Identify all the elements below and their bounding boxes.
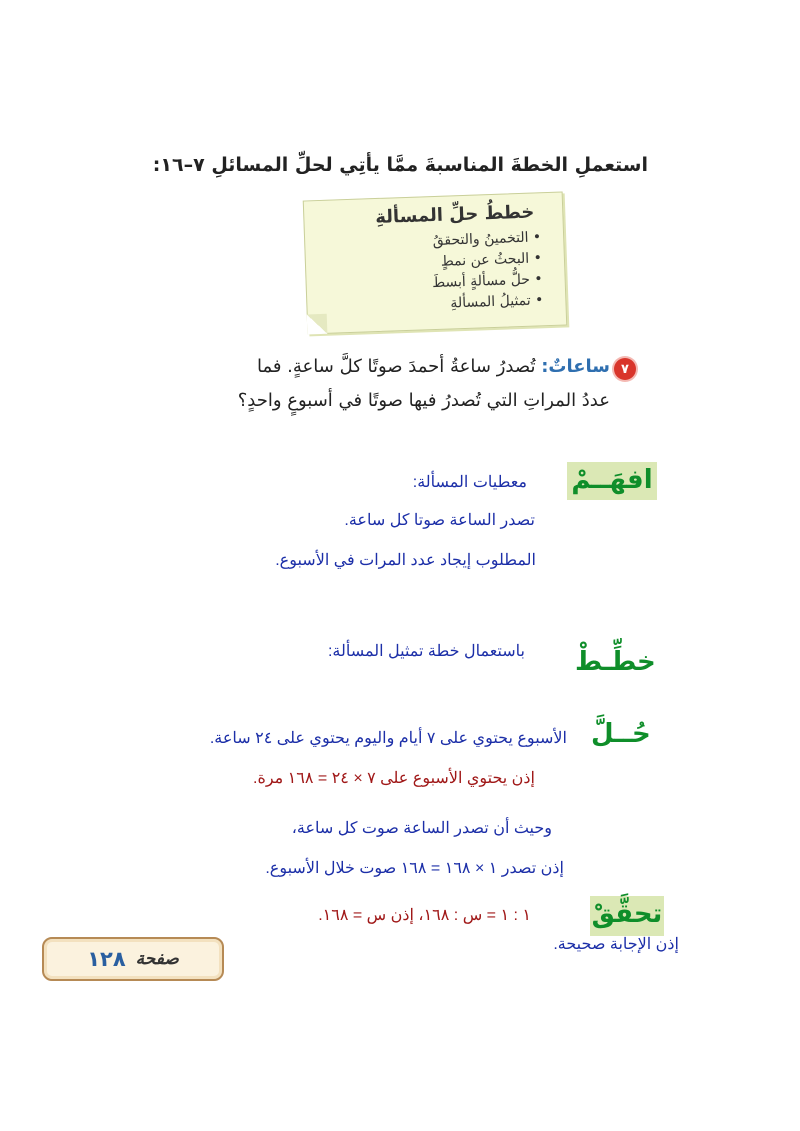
strategy-item: • تمثيلُ المسألةِ <box>433 290 544 315</box>
strategy-item: • البحثُ عن نمطٍ <box>431 248 542 273</box>
check-step-label: تحقَّقْ <box>590 896 664 936</box>
solve-line: وحيث أن تصدر الساعة صوت كل ساعة، <box>291 820 552 837</box>
page-word: صفحة <box>135 949 179 969</box>
page-number: ١٢٨ <box>87 947 126 971</box>
understand-required: المطلوب إيجاد عدد المرات في الأسبوع. <box>275 552 536 569</box>
solve-line: إذن تصدر ١ × ١٦٨ = ١٦٨ صوت خلال الأسبوع. <box>265 860 564 877</box>
page-number-badge <box>42 937 224 981</box>
solve-step-label: حُــلَّ <box>591 719 651 749</box>
strategy-note-card <box>303 192 568 335</box>
solve-line: الأسبوع يحتوي على ٧ أيام واليوم يحتوي على ٢٤ ساعة. <box>209 730 567 747</box>
strategy-item: • التخمينُ والتحققُ <box>430 227 541 252</box>
understand-given: تصدر الساعة صوتا كل ساعة. <box>344 512 535 529</box>
check-line: إذن الإجابة صحيحة. <box>553 936 679 953</box>
problem-keyword: ساعاتٌ: <box>541 356 610 377</box>
problem-statement-line2: عددُ المراتِ التي تُصدرُ فيها صوتًا في أسبوعٍ واحدٍ؟ <box>237 390 610 411</box>
plan-step-label: خطِّـطْ <box>575 647 656 677</box>
strategy-list <box>430 227 543 315</box>
plan-text: باستعمال خطة تمثيل المسألة: <box>327 643 525 660</box>
problem-statement-line1 <box>110 356 610 377</box>
understand-step-label: افهَــمْ <box>567 462 657 500</box>
solve-line: إذن يحتوي الأسبوع على ٧ × ٢٤ = ١٦٨ مرة. <box>253 770 535 787</box>
check-line: ١ : ١ = س : ١٦٨، إذن س = ١٦٨. <box>318 907 531 924</box>
strategy-item: • حلُّ مسألةٍ أبسطَ <box>432 269 543 294</box>
understand-title: معطيات المسألة: <box>412 474 527 491</box>
problem-number-badge: ٧ <box>614 358 636 380</box>
instruction-text: استعملِ الخطةَ المناسبةَ ممَّا يأتِي لحلِّ المسائلِ ٧–١٦: <box>152 154 648 176</box>
problem-text: تُصدرُ ساعةُ أحمدَ صوتًا كلَّ ساعةٍ. فما <box>256 356 536 377</box>
strategy-card-title: خططُ حلِّ المسألةِ <box>374 201 535 229</box>
page-curl-icon <box>307 314 328 335</box>
